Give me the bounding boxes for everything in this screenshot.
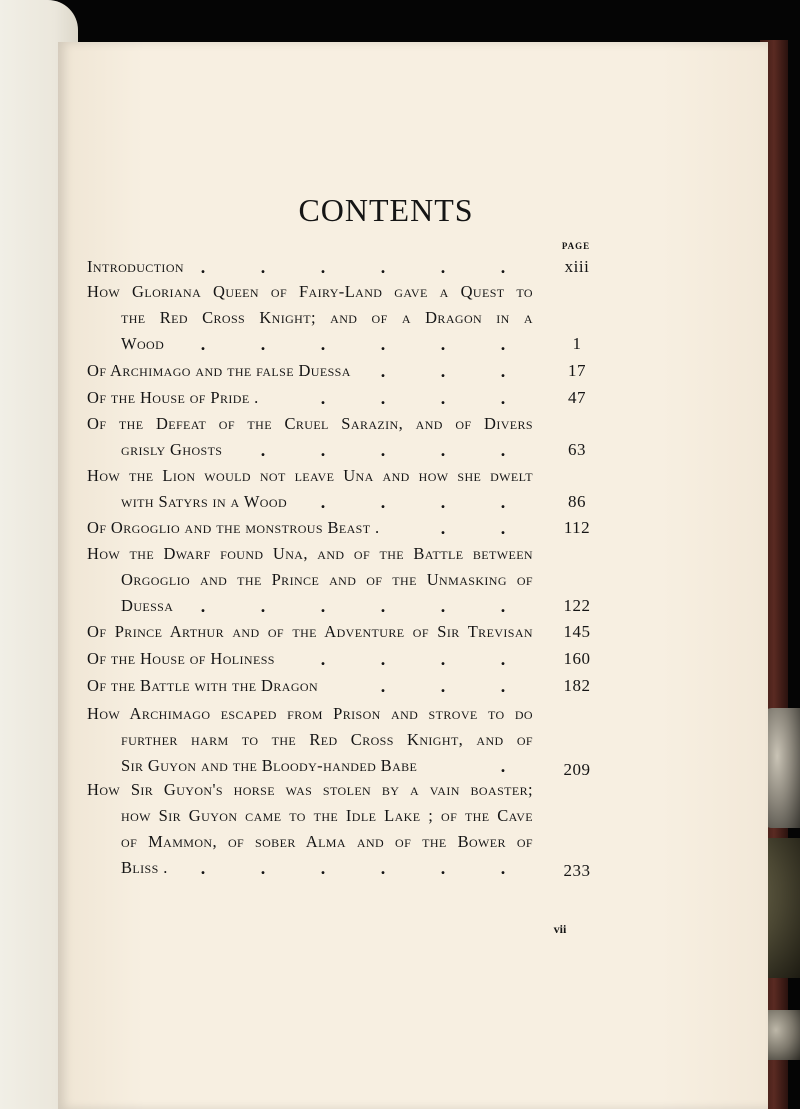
toc-page-number: 1 bbox=[572, 334, 582, 353]
toc-entry-text: How Sir Guyon's horse was stolen by a vain boaster; bbox=[87, 780, 533, 799]
page-column-heading: PAGE bbox=[561, 241, 591, 251]
toc-entry-text: How the Lion would not leave Una and how she dwelt bbox=[87, 466, 533, 485]
toc-page-number: 233 bbox=[563, 861, 591, 880]
toc-entry-text: Introduction bbox=[87, 257, 184, 276]
toc-entry-text: How Gloriana Queen of Fairy-Land gave a Quest to bbox=[87, 282, 533, 301]
toc-entry-text: Of the Defeat of the Cruel Sarazin, and of Divers bbox=[87, 414, 533, 433]
leader-dots: . bbox=[500, 756, 506, 776]
toc-page-number: 122 bbox=[563, 596, 591, 615]
folio-number: vii bbox=[553, 922, 567, 936]
toc-entry-text: Of Prince Arthur and of the Adventure of Sir Trevisan bbox=[87, 622, 533, 641]
contents-page bbox=[58, 42, 768, 1109]
leader-dots: . . . . bbox=[320, 649, 506, 669]
leader-dots: . . . . . . bbox=[200, 858, 506, 878]
toc-page-number: 112 bbox=[563, 518, 591, 537]
toc-entry-text: with Satyrs in a Wood bbox=[121, 492, 288, 511]
toc-entry-text: Wood bbox=[121, 334, 165, 353]
toc-page-number: 145 bbox=[563, 622, 591, 641]
leader-dots: . . . . . . bbox=[200, 257, 506, 277]
leader-dots: . . . bbox=[380, 361, 506, 381]
toc-entry-text: grisly Ghosts bbox=[121, 440, 223, 459]
toc-page-number: 160 bbox=[563, 649, 591, 668]
toc-entry-text: Of the House of Pride . bbox=[87, 388, 259, 407]
toc-entry-text: Orgoglio and the Prince and of the Unmasking of bbox=[121, 570, 533, 589]
toc-entry-text: the Red Cross Knight; and of a Dragon in a bbox=[121, 308, 533, 327]
toc-page-number: 63 bbox=[568, 440, 586, 459]
toc-entry-text: further harm to the Red Cross Knight, and of bbox=[121, 730, 533, 749]
leader-dots: . . . bbox=[380, 676, 506, 696]
toc-entry-text: Of the Battle with the Dragon bbox=[87, 676, 319, 695]
toc-entry-text: How the Dwarf found Una, and of the Battle between bbox=[87, 544, 533, 563]
toc-page-number: 182 bbox=[563, 676, 591, 695]
toc-entry-text: Bliss . bbox=[121, 858, 168, 877]
toc-entry-text: Duessa bbox=[121, 596, 174, 615]
leader-dots: . . . . . bbox=[260, 440, 506, 460]
toc-page-number: xiii bbox=[564, 257, 590, 276]
toc-entry-text: how Sir Guyon came to the Idle Lake ; of the Cave bbox=[121, 806, 533, 825]
toc-entry-text: How Archimago escaped from Prison and strove to do bbox=[87, 704, 533, 723]
toc-page-number: 47 bbox=[568, 388, 586, 407]
toc-entry-text: of Mammon, of sober Alma and of the Bower of bbox=[121, 832, 533, 851]
toc-entry-text: Sir Guyon and the Bloody-handed Babe bbox=[121, 756, 418, 775]
toc-page-number: 17 bbox=[568, 361, 586, 380]
toc-page-number: 209 bbox=[563, 760, 591, 779]
toc-entry-text: Of Archimago and the false Duessa bbox=[87, 361, 351, 380]
toc-entry-text: Of Orgoglio and the monstrous Beast . bbox=[87, 518, 380, 537]
leader-dots: . . . . bbox=[320, 492, 506, 512]
leader-dots: . . . . . . bbox=[200, 334, 506, 354]
leader-dots: . . . . bbox=[320, 388, 506, 408]
leader-dots: . . bbox=[440, 518, 506, 538]
leader-dots: . . . . . . bbox=[200, 596, 506, 616]
toc-entry-text: Of the House of Holiness bbox=[87, 649, 275, 668]
page-title: CONTENTS bbox=[298, 192, 474, 228]
toc-page-number: 86 bbox=[568, 492, 586, 511]
